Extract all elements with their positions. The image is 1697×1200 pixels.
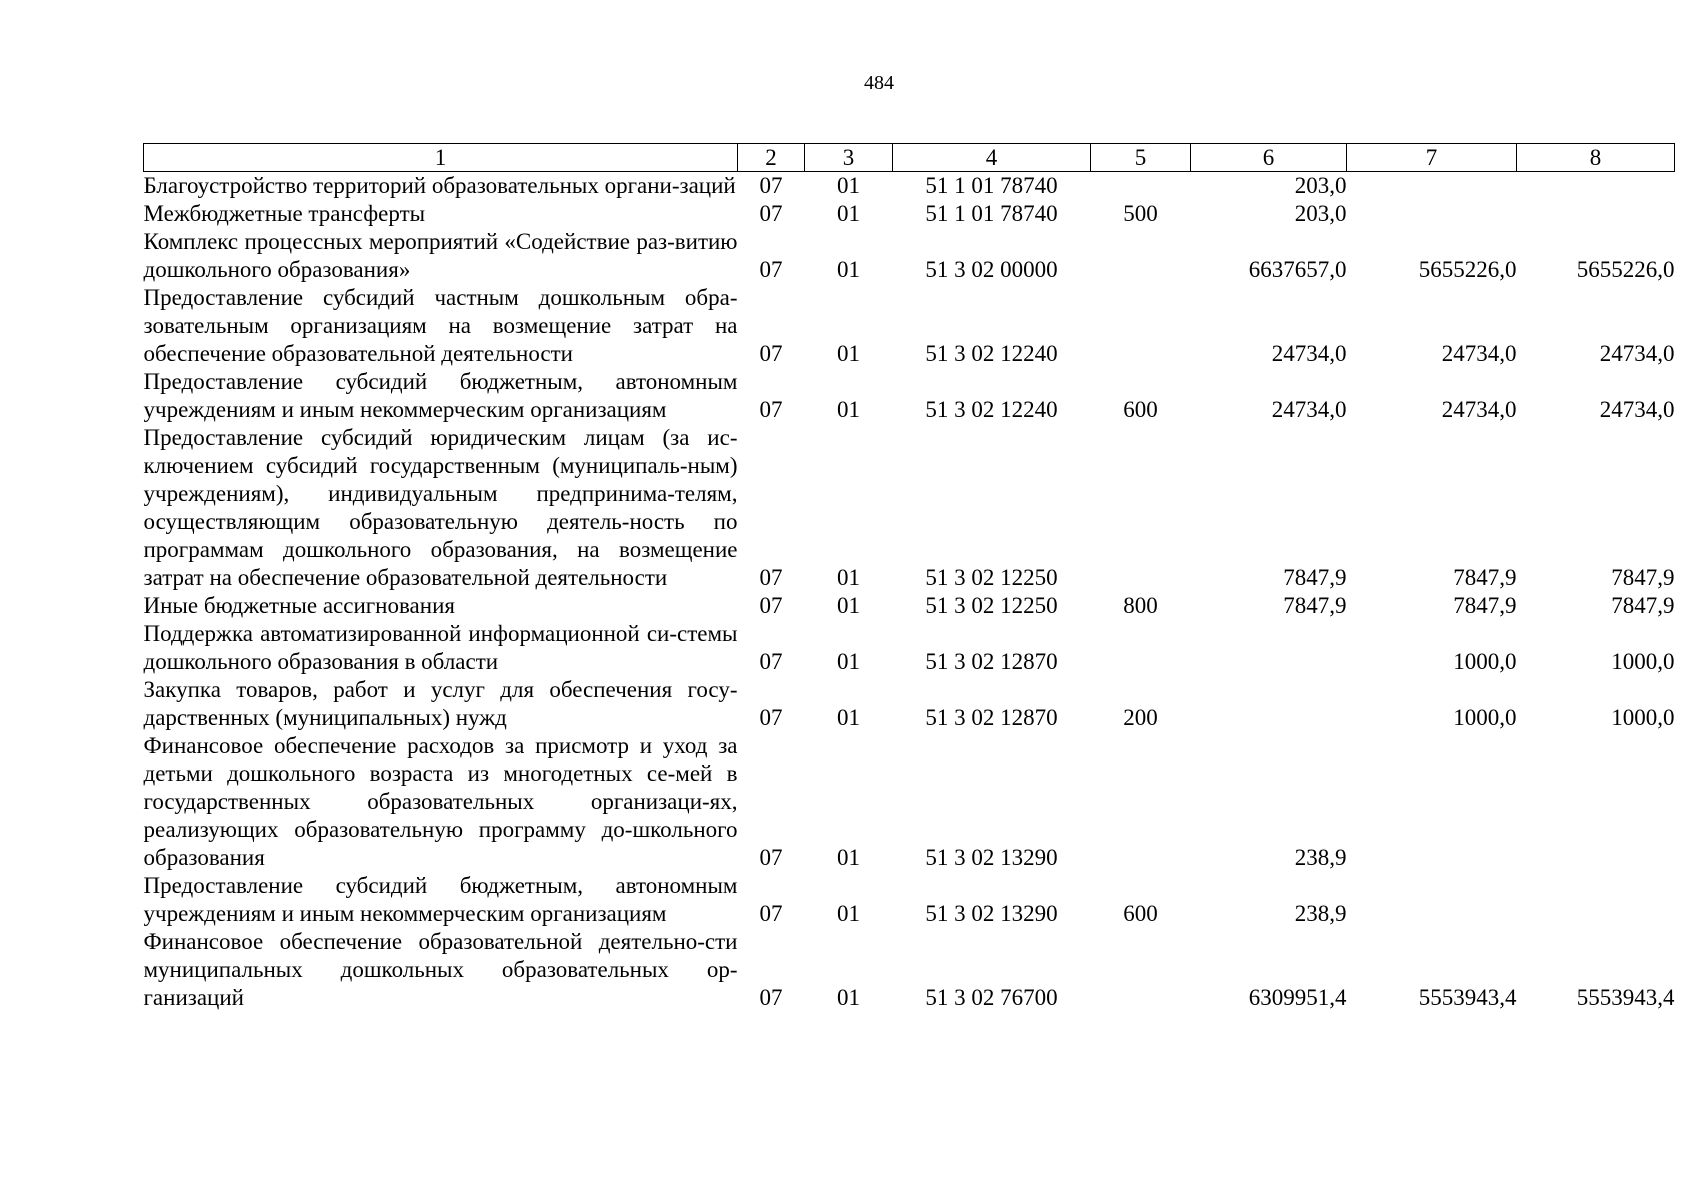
target-article-code: 51 3 02 12870 xyxy=(925,649,1058,674)
subsection-code: 01 xyxy=(837,397,860,422)
table-row xyxy=(144,172,1675,201)
row-name: Предоставление субсидий бюджетным, автономным учреждениям и иным некоммерческим организациям xyxy=(143,369,738,422)
table-row xyxy=(144,200,1675,228)
amount-year-2 xyxy=(1347,732,1517,872)
expense-type-code: 500 xyxy=(1123,201,1158,226)
table-row xyxy=(144,620,1675,676)
section-code: 07 xyxy=(759,397,783,422)
target-article-code: 51 3 02 12250 xyxy=(925,565,1058,590)
subsection-code: 01 xyxy=(837,593,860,618)
amount-year-3: 5553943,4 xyxy=(1576,985,1675,1010)
subsection-code: 01 xyxy=(837,649,860,674)
row-name: Межбюджетные трансферты xyxy=(143,201,426,226)
page-number: 484 xyxy=(864,72,894,94)
amount-year-3: 24734,0 xyxy=(1599,341,1675,366)
table-row xyxy=(144,592,1675,620)
amount-year-2: 7847,9 xyxy=(1453,565,1517,590)
row-name: Поддержка автоматизированной информационной си-стемы дошкольного образования в области xyxy=(143,621,738,674)
table-row xyxy=(144,368,1675,424)
amount-year-1: 238,9 xyxy=(1294,901,1347,926)
expense-type-code: 600 xyxy=(1123,901,1158,926)
subsection-code: 01 xyxy=(837,901,860,926)
target-article-code: 51 3 02 13290 xyxy=(925,845,1058,870)
amount-year-1: 7847,9 xyxy=(1283,565,1347,590)
expense-type-code xyxy=(1091,620,1191,676)
table-row xyxy=(144,424,1675,592)
expense-type-code xyxy=(1091,732,1191,872)
subsection-code: 01 xyxy=(837,845,860,870)
column-header: 4 xyxy=(893,144,1091,172)
amount-year-2: 24734,0 xyxy=(1441,341,1517,366)
subsection-code: 01 xyxy=(837,173,860,198)
subsection-code: 01 xyxy=(837,341,860,366)
target-article-code: 51 3 02 12240 xyxy=(925,341,1058,366)
amount-year-3 xyxy=(1517,872,1675,928)
section-code: 07 xyxy=(759,705,783,730)
table-row xyxy=(144,928,1675,1012)
row-name: Финансовое обеспечение расходов за присмотр и уход за детьми дошкольного возраста из многодетных се-мей в государственных образовательных организаци-ях, реализующих образовательную программу до-школьного образования xyxy=(143,733,738,870)
table-row xyxy=(144,228,1675,284)
amount-year-1: 7847,9 xyxy=(1283,593,1347,618)
table-row xyxy=(144,676,1675,732)
target-article-code: 51 1 01 78740 xyxy=(925,173,1058,198)
amount-year-3: 7847,9 xyxy=(1611,565,1675,590)
row-name: Финансовое обеспечение образовательной деятельно-сти муниципальных дошкольных образовательных ор-ганизаций xyxy=(143,929,738,1010)
amount-year-2 xyxy=(1347,200,1517,228)
expense-type-code xyxy=(1091,284,1191,368)
amount-year-1: 6309951,4 xyxy=(1248,985,1347,1010)
row-name: Закупка товаров, работ и услуг для обеспечения госу-дарственных (муниципальных) нужд xyxy=(143,677,738,730)
table-row xyxy=(144,284,1675,368)
budget-table xyxy=(143,143,1675,1012)
header-row xyxy=(144,144,1675,172)
expense-type-code: 600 xyxy=(1123,397,1158,422)
amount-year-3: 1000,0 xyxy=(1611,705,1675,730)
section-code: 07 xyxy=(759,845,783,870)
amount-year-2 xyxy=(1347,172,1517,201)
column-header: 8 xyxy=(1517,144,1675,172)
subsection-code: 01 xyxy=(837,705,860,730)
amount-year-2: 1000,0 xyxy=(1453,705,1517,730)
amount-year-2: 1000,0 xyxy=(1453,649,1517,674)
column-header: 7 xyxy=(1347,144,1517,172)
amount-year-1 xyxy=(1191,676,1347,732)
amount-year-2: 5655226,0 xyxy=(1418,257,1517,282)
expense-type-code: 800 xyxy=(1123,593,1158,618)
amount-year-3 xyxy=(1517,200,1675,228)
row-name: Предоставление субсидий юридическим лицам (за ис-ключением субсидий государственным (муниципаль-ным) учреждениям), индивидуальным предпринима-телям, осуществляющим образовательную деятель-ность по программам дошкольного образования, на возмещение затрат на обеспечение образовательной деятельности xyxy=(143,425,738,590)
target-article-code: 51 3 02 13290 xyxy=(925,901,1058,926)
amount-year-1: 24734,0 xyxy=(1271,341,1347,366)
target-article-code: 51 3 02 12870 xyxy=(925,705,1058,730)
section-code: 07 xyxy=(759,901,783,926)
column-header: 1 xyxy=(144,144,738,172)
expense-type-code xyxy=(1091,228,1191,284)
amount-year-2: 5553943,4 xyxy=(1418,985,1517,1010)
amount-year-2: 7847,9 xyxy=(1453,593,1517,618)
row-name: Предоставление субсидий бюджетным, автономным учреждениям и иным некоммерческим организациям xyxy=(143,873,738,926)
section-code: 07 xyxy=(759,565,783,590)
target-article-code: 51 3 02 76700 xyxy=(925,985,1058,1010)
row-name: Предоставление субсидий частным дошкольным обра-зовательным организациям на возмещение затрат на обеспечение образовательной деятельности xyxy=(143,285,738,366)
target-article-code: 51 3 02 12250 xyxy=(925,593,1058,618)
amount-year-3 xyxy=(1517,732,1675,872)
section-code: 07 xyxy=(759,341,783,366)
section-code: 07 xyxy=(759,201,783,226)
amount-year-2: 24734,0 xyxy=(1441,397,1517,422)
row-name: Комплекс процессных мероприятий «Содействие раз-витию дошкольного образования» xyxy=(143,229,738,282)
column-header: 6 xyxy=(1191,144,1347,172)
expense-type-code xyxy=(1091,172,1191,201)
amount-year-1: 203,0 xyxy=(1294,173,1347,198)
amount-year-3: 24734,0 xyxy=(1599,397,1675,422)
amount-year-3: 1000,0 xyxy=(1611,649,1675,674)
expense-type-code xyxy=(1091,928,1191,1012)
target-article-code: 51 1 01 78740 xyxy=(925,201,1058,226)
amount-year-3: 5655226,0 xyxy=(1576,257,1675,282)
subsection-code: 01 xyxy=(837,201,860,226)
column-header: 2 xyxy=(738,144,805,172)
column-header: 3 xyxy=(805,144,893,172)
expense-type-code: 200 xyxy=(1123,705,1158,730)
section-code: 07 xyxy=(759,649,783,674)
section-code: 07 xyxy=(759,985,783,1010)
expense-type-code xyxy=(1091,424,1191,592)
amount-year-1: 24734,0 xyxy=(1271,397,1347,422)
amount-year-1: 238,9 xyxy=(1294,845,1347,870)
subsection-code: 01 xyxy=(837,565,860,590)
table-row xyxy=(144,872,1675,928)
column-header: 5 xyxy=(1091,144,1191,172)
row-name: Благоустройство территорий образовательных органи-заций xyxy=(143,173,736,198)
target-article-code: 51 3 02 12240 xyxy=(925,397,1058,422)
subsection-code: 01 xyxy=(837,985,860,1010)
section-code: 07 xyxy=(759,593,783,618)
row-name: Иные бюджетные ассигнования xyxy=(143,593,455,618)
amount-year-3 xyxy=(1517,172,1675,201)
subsection-code: 01 xyxy=(837,257,860,282)
section-code: 07 xyxy=(759,173,783,198)
amount-year-3: 7847,9 xyxy=(1611,593,1675,618)
amount-year-1 xyxy=(1191,620,1347,676)
section-code: 07 xyxy=(759,257,783,282)
amount-year-1: 6637657,0 xyxy=(1248,257,1347,282)
target-article-code: 51 3 02 00000 xyxy=(925,257,1058,282)
table-row xyxy=(144,732,1675,872)
amount-year-1: 203,0 xyxy=(1294,201,1347,226)
amount-year-2 xyxy=(1347,872,1517,928)
